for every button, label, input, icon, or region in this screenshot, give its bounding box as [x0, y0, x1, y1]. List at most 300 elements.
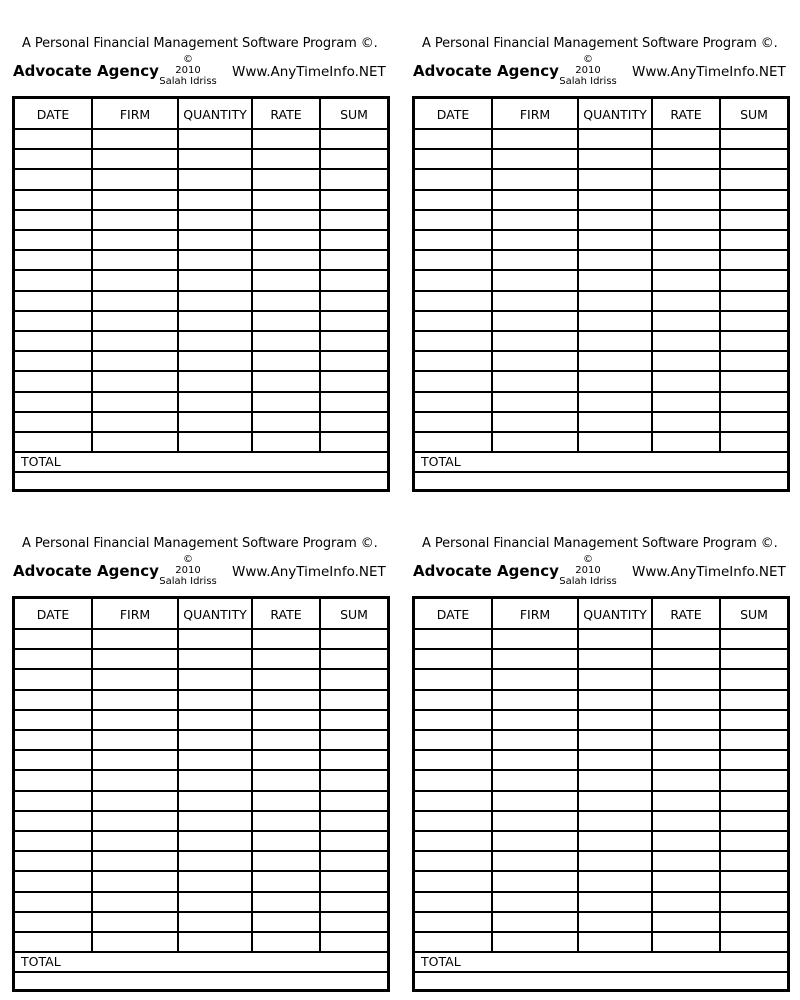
cell-rate[interactable]	[653, 770, 721, 790]
cell-rate[interactable]	[253, 129, 321, 149]
cell-firm[interactable]	[493, 392, 579, 412]
cell-rate[interactable]	[653, 791, 721, 811]
total-value-row[interactable]	[415, 972, 787, 992]
cell-date[interactable]	[15, 190, 93, 210]
cell-firm[interactable]	[93, 710, 179, 730]
cell-sum[interactable]	[721, 331, 787, 351]
cell-firm[interactable]	[493, 892, 579, 912]
cell-date[interactable]	[415, 311, 493, 331]
cell-rate[interactable]	[653, 311, 721, 331]
cell-firm[interactable]	[93, 932, 179, 952]
cell-quantity[interactable]	[179, 291, 253, 311]
cell-firm[interactable]	[93, 270, 179, 290]
cell-firm[interactable]	[93, 629, 179, 649]
cell-date[interactable]	[15, 129, 93, 149]
cell-firm[interactable]	[93, 250, 179, 270]
cell-sum[interactable]	[321, 432, 387, 452]
cell-sum[interactable]	[321, 811, 387, 831]
cell-rate[interactable]	[653, 270, 721, 290]
cell-rate[interactable]	[653, 892, 721, 912]
cell-sum[interactable]	[721, 770, 787, 790]
cell-rate[interactable]	[253, 710, 321, 730]
cell-date[interactable]	[15, 291, 93, 311]
cell-firm[interactable]	[93, 392, 179, 412]
cell-quantity[interactable]	[179, 730, 253, 750]
cell-rate[interactable]	[653, 871, 721, 891]
cell-date[interactable]	[15, 932, 93, 952]
cell-rate[interactable]	[653, 851, 721, 871]
cell-sum[interactable]	[721, 169, 787, 189]
cell-quantity[interactable]	[579, 892, 653, 912]
cell-sum[interactable]	[721, 912, 787, 932]
cell-rate[interactable]	[253, 871, 321, 891]
cell-rate[interactable]	[253, 230, 321, 250]
cell-date[interactable]	[415, 750, 493, 770]
cell-sum[interactable]	[721, 351, 787, 371]
cell-rate[interactable]	[253, 169, 321, 189]
cell-date[interactable]	[415, 149, 493, 169]
cell-quantity[interactable]	[579, 791, 653, 811]
cell-sum[interactable]	[321, 230, 387, 250]
cell-date[interactable]	[415, 129, 493, 149]
cell-date[interactable]	[15, 892, 93, 912]
cell-rate[interactable]	[253, 371, 321, 391]
cell-sum[interactable]	[321, 149, 387, 169]
cell-rate[interactable]	[653, 629, 721, 649]
cell-sum[interactable]	[721, 851, 787, 871]
cell-firm[interactable]	[93, 432, 179, 452]
cell-quantity[interactable]	[579, 811, 653, 831]
cell-date[interactable]	[15, 750, 93, 770]
cell-date[interactable]	[15, 811, 93, 831]
cell-date[interactable]	[415, 892, 493, 912]
cell-sum[interactable]	[321, 392, 387, 412]
cell-sum[interactable]	[321, 311, 387, 331]
cell-rate[interactable]	[653, 210, 721, 230]
cell-sum[interactable]	[721, 932, 787, 952]
total-value-row[interactable]	[15, 472, 387, 492]
cell-firm[interactable]	[493, 311, 579, 331]
cell-date[interactable]	[415, 932, 493, 952]
cell-sum[interactable]	[321, 270, 387, 290]
cell-quantity[interactable]	[179, 811, 253, 831]
cell-rate[interactable]	[253, 791, 321, 811]
cell-sum[interactable]	[321, 291, 387, 311]
cell-firm[interactable]	[93, 791, 179, 811]
cell-rate[interactable]	[253, 210, 321, 230]
cell-firm[interactable]	[493, 649, 579, 669]
cell-sum[interactable]	[321, 250, 387, 270]
cell-date[interactable]	[15, 432, 93, 452]
cell-quantity[interactable]	[579, 831, 653, 851]
cell-quantity[interactable]	[179, 690, 253, 710]
cell-date[interactable]	[415, 270, 493, 290]
cell-quantity[interactable]	[179, 710, 253, 730]
cell-quantity[interactable]	[179, 210, 253, 230]
cell-firm[interactable]	[493, 169, 579, 189]
cell-firm[interactable]	[493, 912, 579, 932]
cell-quantity[interactable]	[579, 871, 653, 891]
cell-firm[interactable]	[493, 932, 579, 952]
cell-firm[interactable]	[93, 331, 179, 351]
cell-date[interactable]	[415, 690, 493, 710]
cell-rate[interactable]	[253, 331, 321, 351]
cell-quantity[interactable]	[579, 690, 653, 710]
cell-quantity[interactable]	[179, 932, 253, 952]
cell-rate[interactable]	[253, 892, 321, 912]
cell-sum[interactable]	[321, 750, 387, 770]
cell-sum[interactable]	[721, 750, 787, 770]
cell-date[interactable]	[415, 432, 493, 452]
cell-date[interactable]	[15, 392, 93, 412]
cell-firm[interactable]	[93, 291, 179, 311]
cell-rate[interactable]	[253, 912, 321, 932]
cell-quantity[interactable]	[179, 669, 253, 689]
cell-firm[interactable]	[93, 912, 179, 932]
cell-sum[interactable]	[721, 190, 787, 210]
cell-date[interactable]	[415, 710, 493, 730]
cell-quantity[interactable]	[579, 432, 653, 452]
cell-sum[interactable]	[721, 871, 787, 891]
cell-rate[interactable]	[253, 392, 321, 412]
cell-rate[interactable]	[253, 432, 321, 452]
cell-sum[interactable]	[721, 892, 787, 912]
cell-date[interactable]	[15, 851, 93, 871]
cell-sum[interactable]	[321, 871, 387, 891]
cell-sum[interactable]	[721, 669, 787, 689]
cell-rate[interactable]	[253, 190, 321, 210]
cell-sum[interactable]	[321, 851, 387, 871]
cell-sum[interactable]	[321, 190, 387, 210]
cell-quantity[interactable]	[579, 770, 653, 790]
cell-firm[interactable]	[93, 129, 179, 149]
cell-date[interactable]	[15, 730, 93, 750]
cell-date[interactable]	[415, 190, 493, 210]
cell-quantity[interactable]	[179, 871, 253, 891]
cell-quantity[interactable]	[579, 851, 653, 871]
cell-rate[interactable]	[653, 669, 721, 689]
cell-firm[interactable]	[493, 210, 579, 230]
cell-sum[interactable]	[721, 649, 787, 669]
cell-rate[interactable]	[253, 750, 321, 770]
cell-quantity[interactable]	[179, 791, 253, 811]
cell-date[interactable]	[15, 770, 93, 790]
cell-rate[interactable]	[653, 831, 721, 851]
cell-date[interactable]	[415, 392, 493, 412]
cell-rate[interactable]	[653, 351, 721, 371]
cell-firm[interactable]	[93, 371, 179, 391]
cell-quantity[interactable]	[179, 412, 253, 432]
cell-sum[interactable]	[721, 250, 787, 270]
cell-firm[interactable]	[493, 190, 579, 210]
cell-date[interactable]	[15, 791, 93, 811]
cell-date[interactable]	[415, 831, 493, 851]
cell-quantity[interactable]	[579, 230, 653, 250]
cell-rate[interactable]	[653, 129, 721, 149]
cell-sum[interactable]	[721, 412, 787, 432]
cell-firm[interactable]	[493, 831, 579, 851]
cell-date[interactable]	[15, 351, 93, 371]
cell-quantity[interactable]	[579, 169, 653, 189]
cell-sum[interactable]	[321, 730, 387, 750]
cell-date[interactable]	[415, 351, 493, 371]
cell-quantity[interactable]	[579, 311, 653, 331]
cell-firm[interactable]	[493, 851, 579, 871]
cell-date[interactable]	[15, 669, 93, 689]
cell-firm[interactable]	[93, 311, 179, 331]
cell-quantity[interactable]	[179, 831, 253, 851]
cell-quantity[interactable]	[579, 331, 653, 351]
cell-quantity[interactable]	[579, 710, 653, 730]
cell-date[interactable]	[415, 230, 493, 250]
cell-quantity[interactable]	[579, 129, 653, 149]
cell-sum[interactable]	[721, 629, 787, 649]
cell-firm[interactable]	[493, 230, 579, 250]
cell-rate[interactable]	[253, 291, 321, 311]
cell-firm[interactable]	[93, 690, 179, 710]
cell-sum[interactable]	[321, 710, 387, 730]
cell-date[interactable]	[415, 669, 493, 689]
cell-rate[interactable]	[653, 710, 721, 730]
cell-quantity[interactable]	[179, 230, 253, 250]
cell-date[interactable]	[15, 871, 93, 891]
cell-rate[interactable]	[653, 932, 721, 952]
cell-date[interactable]	[415, 912, 493, 932]
cell-firm[interactable]	[93, 831, 179, 851]
cell-date[interactable]	[415, 791, 493, 811]
cell-rate[interactable]	[653, 912, 721, 932]
cell-sum[interactable]	[721, 831, 787, 851]
cell-sum[interactable]	[321, 791, 387, 811]
cell-sum[interactable]	[321, 649, 387, 669]
cell-sum[interactable]	[321, 331, 387, 351]
cell-sum[interactable]	[321, 371, 387, 391]
cell-firm[interactable]	[493, 811, 579, 831]
cell-firm[interactable]	[93, 230, 179, 250]
cell-rate[interactable]	[653, 190, 721, 210]
cell-sum[interactable]	[321, 690, 387, 710]
cell-quantity[interactable]	[179, 331, 253, 351]
cell-quantity[interactable]	[579, 750, 653, 770]
cell-sum[interactable]	[721, 730, 787, 750]
cell-rate[interactable]	[253, 851, 321, 871]
cell-rate[interactable]	[653, 432, 721, 452]
cell-rate[interactable]	[253, 932, 321, 952]
cell-sum[interactable]	[721, 392, 787, 412]
cell-rate[interactable]	[653, 649, 721, 669]
cell-firm[interactable]	[493, 371, 579, 391]
cell-quantity[interactable]	[179, 351, 253, 371]
cell-rate[interactable]	[653, 690, 721, 710]
cell-rate[interactable]	[253, 270, 321, 290]
cell-sum[interactable]	[721, 230, 787, 250]
cell-firm[interactable]	[93, 169, 179, 189]
cell-rate[interactable]	[253, 690, 321, 710]
total-value-row[interactable]	[15, 972, 387, 992]
cell-date[interactable]	[415, 871, 493, 891]
cell-firm[interactable]	[493, 351, 579, 371]
cell-firm[interactable]	[93, 649, 179, 669]
cell-quantity[interactable]	[579, 270, 653, 290]
cell-sum[interactable]	[721, 311, 787, 331]
cell-firm[interactable]	[493, 871, 579, 891]
cell-firm[interactable]	[93, 669, 179, 689]
cell-date[interactable]	[15, 371, 93, 391]
cell-rate[interactable]	[653, 811, 721, 831]
cell-sum[interactable]	[321, 831, 387, 851]
cell-quantity[interactable]	[179, 892, 253, 912]
cell-quantity[interactable]	[179, 750, 253, 770]
cell-firm[interactable]	[93, 730, 179, 750]
cell-quantity[interactable]	[579, 190, 653, 210]
cell-sum[interactable]	[721, 291, 787, 311]
cell-date[interactable]	[15, 210, 93, 230]
cell-firm[interactable]	[93, 351, 179, 371]
cell-sum[interactable]	[321, 892, 387, 912]
cell-sum[interactable]	[321, 932, 387, 952]
cell-sum[interactable]	[721, 270, 787, 290]
cell-rate[interactable]	[253, 250, 321, 270]
cell-date[interactable]	[415, 371, 493, 391]
cell-rate[interactable]	[653, 392, 721, 412]
cell-date[interactable]	[415, 331, 493, 351]
cell-sum[interactable]	[321, 210, 387, 230]
cell-firm[interactable]	[93, 892, 179, 912]
cell-firm[interactable]	[93, 190, 179, 210]
cell-date[interactable]	[15, 710, 93, 730]
cell-sum[interactable]	[321, 669, 387, 689]
cell-date[interactable]	[15, 831, 93, 851]
cell-rate[interactable]	[253, 649, 321, 669]
cell-quantity[interactable]	[579, 351, 653, 371]
cell-firm[interactable]	[93, 750, 179, 770]
cell-quantity[interactable]	[179, 629, 253, 649]
cell-firm[interactable]	[493, 412, 579, 432]
cell-date[interactable]	[15, 250, 93, 270]
cell-quantity[interactable]	[579, 649, 653, 669]
cell-date[interactable]	[415, 250, 493, 270]
cell-rate[interactable]	[253, 311, 321, 331]
cell-firm[interactable]	[493, 270, 579, 290]
cell-quantity[interactable]	[579, 412, 653, 432]
cell-rate[interactable]	[653, 291, 721, 311]
cell-rate[interactable]	[653, 169, 721, 189]
cell-quantity[interactable]	[179, 250, 253, 270]
cell-quantity[interactable]	[579, 392, 653, 412]
cell-sum[interactable]	[321, 412, 387, 432]
cell-sum[interactable]	[721, 710, 787, 730]
cell-date[interactable]	[15, 149, 93, 169]
cell-quantity[interactable]	[179, 129, 253, 149]
cell-quantity[interactable]	[179, 912, 253, 932]
cell-rate[interactable]	[253, 669, 321, 689]
cell-sum[interactable]	[721, 129, 787, 149]
cell-date[interactable]	[415, 169, 493, 189]
cell-quantity[interactable]	[579, 629, 653, 649]
cell-date[interactable]	[415, 649, 493, 669]
cell-date[interactable]	[15, 169, 93, 189]
cell-firm[interactable]	[93, 851, 179, 871]
cell-rate[interactable]	[253, 831, 321, 851]
cell-date[interactable]	[15, 412, 93, 432]
cell-firm[interactable]	[493, 750, 579, 770]
cell-firm[interactable]	[493, 129, 579, 149]
cell-firm[interactable]	[493, 432, 579, 452]
cell-rate[interactable]	[253, 412, 321, 432]
cell-rate[interactable]	[253, 770, 321, 790]
cell-sum[interactable]	[321, 770, 387, 790]
cell-firm[interactable]	[493, 149, 579, 169]
cell-firm[interactable]	[93, 811, 179, 831]
cell-firm[interactable]	[493, 730, 579, 750]
cell-firm[interactable]	[493, 710, 579, 730]
cell-quantity[interactable]	[579, 932, 653, 952]
cell-date[interactable]	[415, 210, 493, 230]
cell-firm[interactable]	[493, 629, 579, 649]
cell-rate[interactable]	[653, 750, 721, 770]
cell-sum[interactable]	[721, 811, 787, 831]
cell-quantity[interactable]	[179, 649, 253, 669]
cell-rate[interactable]	[653, 371, 721, 391]
cell-date[interactable]	[415, 291, 493, 311]
cell-firm[interactable]	[493, 250, 579, 270]
cell-date[interactable]	[15, 912, 93, 932]
cell-quantity[interactable]	[579, 730, 653, 750]
cell-quantity[interactable]	[179, 770, 253, 790]
cell-sum[interactable]	[721, 371, 787, 391]
cell-date[interactable]	[415, 811, 493, 831]
cell-sum[interactable]	[321, 912, 387, 932]
total-value-row[interactable]	[415, 472, 787, 492]
cell-firm[interactable]	[493, 770, 579, 790]
cell-date[interactable]	[15, 649, 93, 669]
cell-quantity[interactable]	[579, 210, 653, 230]
cell-rate[interactable]	[253, 730, 321, 750]
cell-quantity[interactable]	[579, 250, 653, 270]
cell-rate[interactable]	[253, 811, 321, 831]
cell-sum[interactable]	[321, 351, 387, 371]
cell-firm[interactable]	[93, 210, 179, 230]
cell-firm[interactable]	[493, 291, 579, 311]
cell-date[interactable]	[15, 270, 93, 290]
cell-rate[interactable]	[253, 629, 321, 649]
cell-rate[interactable]	[253, 351, 321, 371]
cell-rate[interactable]	[653, 250, 721, 270]
cell-date[interactable]	[15, 690, 93, 710]
cell-sum[interactable]	[321, 129, 387, 149]
cell-quantity[interactable]	[179, 149, 253, 169]
cell-rate[interactable]	[653, 331, 721, 351]
cell-firm[interactable]	[93, 412, 179, 432]
cell-quantity[interactable]	[179, 190, 253, 210]
cell-quantity[interactable]	[179, 270, 253, 290]
cell-quantity[interactable]	[579, 371, 653, 391]
cell-sum[interactable]	[321, 629, 387, 649]
cell-date[interactable]	[415, 851, 493, 871]
cell-quantity[interactable]	[579, 291, 653, 311]
cell-rate[interactable]	[653, 230, 721, 250]
cell-quantity[interactable]	[579, 669, 653, 689]
cell-date[interactable]	[415, 770, 493, 790]
cell-firm[interactable]	[93, 149, 179, 169]
cell-quantity[interactable]	[179, 851, 253, 871]
cell-firm[interactable]	[93, 871, 179, 891]
cell-firm[interactable]	[493, 791, 579, 811]
cell-sum[interactable]	[721, 149, 787, 169]
cell-rate[interactable]	[653, 730, 721, 750]
cell-date[interactable]	[15, 629, 93, 649]
cell-rate[interactable]	[653, 412, 721, 432]
